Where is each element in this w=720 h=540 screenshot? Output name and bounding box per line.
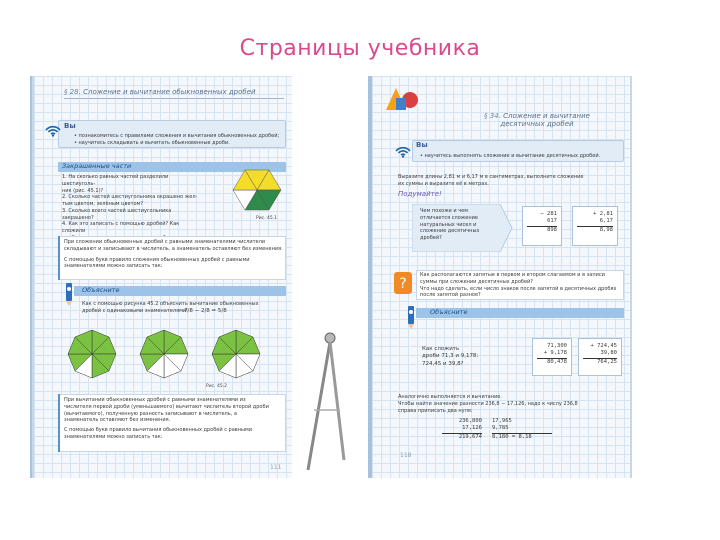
page-number: 118 <box>400 452 412 459</box>
analog-text: Аналогично выполняется и вычитание. Чтобы найти значение разности 236,8 − 17,126, надо к числу 236,8 справа приписать два нуля: <box>398 394 578 414</box>
right-heading: § 34. Сложение и вычитание десятичных дробей <box>484 112 590 129</box>
left-heading: § 28. Сложение и вычитание обыкновенных дробей <box>64 88 256 96</box>
page-number: 111 <box>270 464 282 471</box>
calc-column: 236,800 17,126 219,674 <box>442 418 482 441</box>
calc-box: − 281 617 898 <box>522 206 562 246</box>
rule-accent <box>58 236 60 280</box>
wifi-icon <box>44 121 62 137</box>
you-bullet: • научитесь складывать и вычитать обыкновенные дроби. <box>74 140 230 146</box>
right-textbook-page <box>372 76 630 478</box>
figure-caption: Рис. 45.1 <box>256 216 277 221</box>
you-bullet: • познакомитесь с правилами сложения и вычитания обыкновенных дробей; <box>74 133 280 139</box>
compass-icon <box>300 330 350 480</box>
slide-title: Страницы учебника <box>239 36 481 61</box>
wifi-icon <box>394 142 412 158</box>
hexagon-figure <box>232 166 282 214</box>
questions-block: 1. На сколько равных частей разделили шестиуголь- ник (рис. 45.1)? 2. Сколько частей шестиугольника окрашено жел- тым цветом, зелёным цветом? 3. Сколько всего частей шестиугольника закрашено? 4. Как это записать с помощью дробей? Как сложили <box>62 174 198 234</box>
calc-column: 17,965 9,785 8,180 = 8,18 <box>492 418 552 441</box>
explain-text: Как сложить дроби 71,3 и 9,178; 724,45 и 39,8? <box>422 346 479 367</box>
section-label: Закрашенные части <box>62 162 132 170</box>
geometric-shapes-icon <box>378 84 424 114</box>
octagon-figures <box>64 326 264 382</box>
question-text: Как располагаются запятые в первом и втором слагаемом и в записи суммы при сложении десятичных дробей? Что надо сделать, если число знаков после запятой в десятичных дробях после запятой разное? <box>420 272 617 299</box>
explain-text: Как с помощью рисунка 45.2 объяснить вычитание обыкновенных дробей с одинаковыми знаменателями: <box>82 301 259 314</box>
you-label: Вы <box>416 141 428 149</box>
rule-text: При вычитании обыкновенных дробей с равными знаменателями из числителя первой дроби (уменьшаемого) вычитают числитель второй дроби (вычитаемого), полученную разность записывают в числитель, а знаменатель оставляют без изменения. С помощью букв правило вычитания обыкновенных дробей с равными знаменателями можно записать так: <box>64 397 269 440</box>
calc-box: 71,300 + 9,178 80,478 <box>532 338 572 376</box>
svg-text:?: ? <box>399 276 407 292</box>
heading-divider <box>64 98 284 99</box>
question-mark-icon <box>394 272 412 294</box>
rule-accent <box>58 394 60 452</box>
calc-box: + 2,81 6,17 8,98 <box>572 206 618 246</box>
figure-caption: Рис. 45.2 <box>206 384 227 389</box>
think-label: Подумайте! <box>398 190 442 198</box>
you-bullet: • научитесь выполнять сложение и вычитание десятичных дробей. <box>420 153 601 159</box>
you-label: Вы <box>64 122 76 130</box>
explain-label: Объясните <box>82 286 120 294</box>
left-textbook-page <box>34 76 292 478</box>
explain-label: Объясните <box>430 308 468 316</box>
rule-text: При сложении обыкновенных дробей с равными знаменателями числители складывают и записывают в числитель, а знаменатель оставляют без изменения. С помощью букв правило сложения обыкновенных дробей с равными знаменателями можно записать так: <box>64 239 283 270</box>
think-text: Чем похоже и чем отличается сложение натуральных чисел и сложение десятичных дробей? <box>420 208 480 241</box>
intro-text: Выразите длины 2,81 м и 6,17 м в сантиметрах, выполните сложение их суммы и выразите её в метрах. <box>398 174 584 187</box>
fraction-expression: 7/8 − 2/8 = 5/8 <box>184 308 227 314</box>
calc-box: + 724,45 39,80 764,25 <box>578 338 622 376</box>
